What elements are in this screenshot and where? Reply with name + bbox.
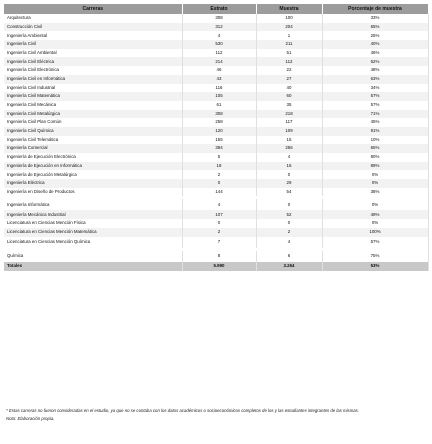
cell-porcentaje: 49%: [322, 210, 428, 219]
cell-estrato: 2: [182, 170, 256, 179]
table-header-row: [4, 4, 428, 14]
cell-carrera: Ingeniería Civil Eléctrica: [4, 57, 182, 66]
cell-estrato: 4: [182, 199, 256, 210]
cell-carrera: Ingeniería Comercial: [4, 144, 182, 153]
cell-porcentaje: 65%: [322, 23, 428, 32]
cell-muestra: 16: [256, 162, 322, 171]
cell-estrato: 530: [182, 40, 256, 49]
cell-carrera: Ingeniería Eléctrica: [4, 179, 182, 188]
table-row: [4, 210, 428, 219]
cell-porcentaje: 91%: [322, 127, 428, 136]
cell-carrera: Ingeniería Informática: [4, 199, 182, 210]
cell-porcentaje: 63%: [322, 75, 428, 84]
cell-carrera: Arquitectura: [4, 14, 182, 23]
cell-estrato: 0: [182, 179, 256, 188]
cell-estrato: 7: [182, 237, 256, 248]
table-row: [4, 49, 428, 58]
cell-carrera: Ingeniería Civil Industrial: [4, 84, 182, 93]
cell-carrera: Ingeniería Mecánica Industrial: [4, 210, 182, 219]
cell-carrera: Ingeniería en Diseño de Productos: [4, 188, 182, 197]
cell-carrera: Química: [4, 251, 182, 262]
table-row: [4, 92, 428, 101]
total-label: Totales: [4, 262, 182, 271]
cell-muestra: 52: [256, 210, 322, 219]
total-row: [4, 262, 428, 271]
cell-carrera: Ingeniería Civil Matemática: [4, 92, 182, 101]
cell-carrera: Ingeniería Civil Mecánica: [4, 101, 182, 110]
total-muestra: 3.264: [256, 262, 322, 271]
cell-muestra: 29: [256, 179, 322, 188]
cell-muestra: 60: [256, 92, 322, 101]
cell-muestra: 218: [256, 110, 322, 119]
table-row: [4, 110, 428, 119]
cell-muestra: 51: [256, 49, 322, 58]
cell-muestra: 211: [256, 40, 322, 49]
cell-estrato: 61: [182, 101, 256, 110]
cell-porcentaje: 57%: [322, 92, 428, 101]
cell-carrera: Ingeniería de Ejecución en Informática: [4, 162, 182, 171]
cell-porcentaje: 40%: [322, 40, 428, 49]
cell-estrato: 258: [182, 118, 256, 127]
cell-carrera: Ingeniería Civil Ambiental: [4, 49, 182, 58]
cell-porcentaje: 52%: [322, 57, 428, 66]
cell-porcentaje: 75%: [322, 251, 428, 262]
footnote: * Estas carreras no fueron consideradas en el estudio, ya que no se contaba con los datos académicos o socioeconómicos completos de los y las estudiantes integrantes de las mismas.: [6, 408, 360, 413]
cell-muestra: 112: [256, 57, 322, 66]
cell-muestra: 54: [256, 188, 322, 197]
cell-porcentaje: 0%: [322, 179, 428, 188]
header-porcentaje: Porcentaje de muestra: [322, 4, 428, 14]
cell-estrato: 308: [182, 110, 256, 119]
table-row: [4, 162, 428, 171]
cell-carrera: Ingeniería de Ejecución Metalúrgica: [4, 170, 182, 179]
table-row: [4, 219, 428, 228]
cell-muestra: 0: [256, 219, 322, 228]
cell-porcentaje: 45%: [322, 118, 428, 127]
cell-estrato: 43: [182, 75, 256, 84]
cell-carrera: Licenciatura en Ciencias Mención Química: [4, 237, 182, 248]
cell-estrato: 116: [182, 84, 256, 93]
cell-muestra: 109: [256, 127, 322, 136]
table-row: [4, 101, 428, 110]
cell-estrato: 308: [182, 14, 256, 23]
cell-estrato: 144: [182, 188, 256, 197]
cell-estrato: 4: [182, 31, 256, 40]
cell-porcentaje: 71%: [322, 110, 428, 119]
cell-muestra: 4: [256, 237, 322, 248]
cell-carrera: Ingeniería Civil Plan Común: [4, 118, 182, 127]
total-porcentaje: 53%: [322, 262, 428, 271]
source-note: Nota: Elaboración propia.: [6, 416, 55, 421]
cell-estrato: 394: [182, 144, 256, 153]
cell-estrato: 107: [182, 210, 256, 219]
table-row: [4, 188, 428, 197]
cell-carrera: Ingeniería Civil: [4, 40, 182, 49]
cell-carrera: Ingeniería Civil Metalúrgica: [4, 110, 182, 119]
cell-carrera: Ingeniería Civil Química: [4, 127, 182, 136]
cell-muestra: 204: [256, 23, 322, 32]
cell-estrato: 2: [182, 228, 256, 237]
table-row: [4, 23, 428, 32]
cell-muestra: 6: [256, 251, 322, 262]
table-row: [4, 31, 428, 40]
cell-muestra: 40: [256, 84, 322, 93]
cell-estrato: 8: [182, 251, 256, 262]
cell-estrato: 5: [182, 153, 256, 162]
table-row: [4, 127, 428, 136]
table-row: [4, 57, 428, 66]
cell-porcentaje: 57%: [322, 101, 428, 110]
cell-porcentaje: 0%: [322, 170, 428, 179]
cell-estrato: 18: [182, 162, 256, 171]
cell-carrera: Ingeniería Civil Electrónica: [4, 66, 182, 75]
total-estrato: 5.990: [182, 262, 256, 271]
table-row: [4, 199, 428, 210]
cell-carrera: Licenciatura en Ciencias Mención Matemática: [4, 228, 182, 237]
cell-estrato: 46: [182, 66, 256, 75]
cell-muestra: 0: [256, 170, 322, 179]
cell-estrato: 120: [182, 127, 256, 136]
cell-muestra: 15: [256, 136, 322, 145]
table-row: [4, 118, 428, 127]
cell-porcentaje: 57%: [322, 237, 428, 248]
cell-muestra: 27: [256, 75, 322, 84]
cell-muestra: 100: [256, 14, 322, 23]
table-row: [4, 66, 428, 75]
table-row: [4, 144, 428, 153]
cell-carrera: Ingeniería Civil Telemática: [4, 136, 182, 145]
cell-estrato: 105: [182, 92, 256, 101]
header-estrato: Estrato: [182, 4, 256, 14]
cell-muestra: 0: [256, 199, 322, 210]
cell-muestra: 1: [256, 31, 322, 40]
table-row: [4, 251, 428, 262]
cell-carrera: Licenciatura en Ciencias Mención Física: [4, 219, 182, 228]
cell-estrato: 312: [182, 23, 256, 32]
cell-estrato: 155: [182, 136, 256, 145]
table-row: [4, 75, 428, 84]
table-row: [4, 179, 428, 188]
sample-table: [4, 4, 429, 271]
table-row: [4, 170, 428, 179]
cell-muestra: 35: [256, 101, 322, 110]
cell-porcentaje: 89%: [322, 162, 428, 171]
cell-carrera: Ingeniería Ambiental: [4, 31, 182, 40]
cell-estrato: 112: [182, 49, 256, 58]
cell-porcentaje: 10%: [322, 136, 428, 145]
table-row: [4, 228, 428, 237]
cell-muestra: 256: [256, 144, 322, 153]
cell-porcentaje: 48%: [322, 66, 428, 75]
cell-muestra: 22: [256, 66, 322, 75]
cell-porcentaje: 65%: [322, 144, 428, 153]
table-row: [4, 153, 428, 162]
header-muestra: Muestra: [256, 4, 322, 14]
header-carreras: Carreras: [4, 4, 182, 14]
cell-porcentaje: 80%: [322, 153, 428, 162]
cell-muestra: 4: [256, 153, 322, 162]
cell-porcentaje: 25%: [322, 31, 428, 40]
cell-porcentaje: 0%: [322, 219, 428, 228]
cell-porcentaje: 34%: [322, 84, 428, 93]
table-body: [4, 14, 428, 271]
cell-porcentaje: 0%: [322, 199, 428, 210]
cell-carrera: Ingeniería de Ejecución Electrónica: [4, 153, 182, 162]
cell-estrato: 214: [182, 57, 256, 66]
cell-estrato: 0: [182, 219, 256, 228]
cell-carrera: Construcción Civil: [4, 23, 182, 32]
cell-porcentaje: 100%: [322, 228, 428, 237]
cell-porcentaje: 38%: [322, 188, 428, 197]
cell-muestra: 117: [256, 118, 322, 127]
cell-porcentaje: 46%: [322, 49, 428, 58]
table-row: [4, 40, 428, 49]
cell-muestra: 2: [256, 228, 322, 237]
table-row: [4, 136, 428, 145]
table-row: [4, 84, 428, 93]
cell-porcentaje: 33%: [322, 14, 428, 23]
table-notes: [6, 408, 426, 422]
cell-carrera: Ingeniería Civil en Informática: [4, 75, 182, 84]
table-row: [4, 237, 428, 248]
table-row: [4, 14, 428, 23]
